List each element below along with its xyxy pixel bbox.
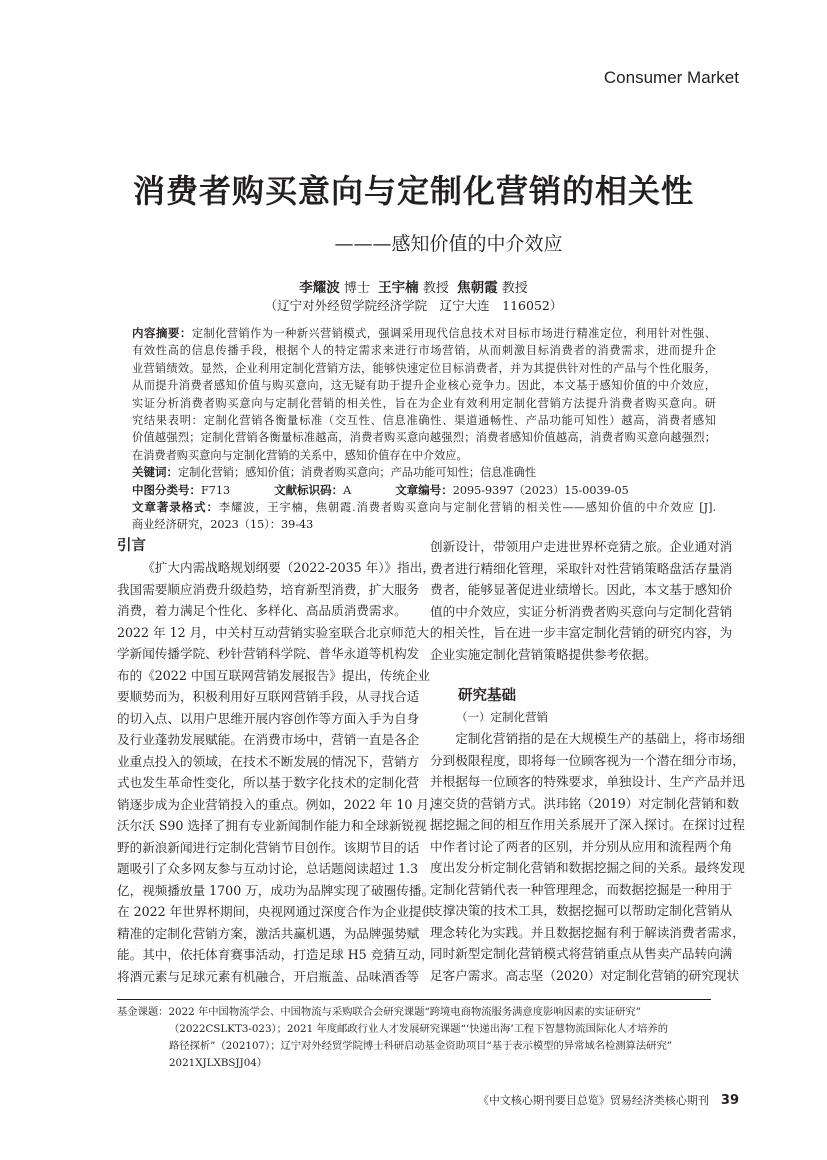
article-no-value: 2095-9397（2023）15-0039-05 bbox=[452, 483, 629, 497]
funding-label: 基金课题： bbox=[117, 1006, 169, 1018]
funding-line: 路径探析”（202107）；辽宁对外经贸学院博士科研启动基金资助项目“基于表示模型的异常域名检测算法研究” bbox=[169, 1040, 673, 1052]
abstract-line: 实证分析消费者购买意向与定制化营销的相关性，旨在为企业有效利用定制化营销方法提升消费者购买意向。研 bbox=[132, 396, 716, 410]
body-text-line: 创新设计，带领用户走进世界杯竞猜之旅。企业通对消 bbox=[430, 539, 733, 554]
affiliation: （辽宁对外经贸学院经济学院 辽宁大连 116052） bbox=[264, 298, 563, 313]
body-text-line: 定制化营销指的是在大规模生产的基础上，将市场细 bbox=[455, 731, 745, 746]
abstract-line: 从而提升消费者感知价值与购买意向，这无疑有助于提升企业核心竞争力。因此，本文基于感知价值的中介效应， bbox=[132, 379, 716, 393]
body-text-line: 消费，着力满足个性化、多样化、高品质消费需求。 bbox=[117, 603, 407, 618]
doc-label: 文献标识码： bbox=[274, 482, 344, 497]
author-name: 王宇楠 bbox=[378, 280, 419, 296]
article-title: 消费者购买意向与定制化营销的相关性 bbox=[132, 172, 694, 210]
funding-note bbox=[117, 1004, 717, 1072]
keywords-label: 关键词： bbox=[132, 465, 178, 480]
abstract-line: 究结果表明：定制化营销各衡量标准（交互性、信息准确性、渠道通畅性、产品功能可知性）越高，消费者感知 bbox=[132, 414, 716, 428]
author-title: 教授 bbox=[422, 281, 449, 296]
page-number: 39 bbox=[720, 1093, 739, 1108]
left-column bbox=[117, 535, 442, 987]
body-text-line: 在 2022 年世界杯期间，央视网通过深度合作为企业提供 bbox=[117, 904, 435, 919]
body-text-line: 式也发生革命性变化，所以基于数字化技术的定制化营 bbox=[117, 775, 420, 790]
body-text-line: 度出发分析定制化营销和数据挖掘之间的关系。最终发现 bbox=[430, 860, 745, 875]
abstract-line: 有效性高的信息传播手段，根据个人的特定需求来进行市场营销，从而刺激目标消费者的消费需求，进而提升企 bbox=[132, 344, 716, 358]
body-text-line: 理念转化为实践。并且数据挖掘有利于解读消费者需求， bbox=[430, 924, 745, 940]
abstract-line bbox=[132, 325, 716, 342]
page-footer bbox=[478, 1092, 739, 1108]
section-heading-research-basis: 研究基础 bbox=[458, 688, 516, 704]
body-text-line: 支撑决策的技术工具，数据挖掘可以帮助定制化营销从 bbox=[430, 903, 733, 918]
keywords-value: 定制化营销；感知价值；消费者购买意向；产品功能可知性；信息准确性 bbox=[178, 466, 537, 480]
author-name: 李耀波 bbox=[299, 280, 340, 296]
body-text-line: 的切入点、以用户思维开展内容创作等方面入手为自身 bbox=[117, 710, 420, 726]
body-text-line: 要顺势而为，积极利用好互联网营销手段，从寻找合适 bbox=[117, 689, 420, 704]
article-no-label: 文章编号： bbox=[395, 482, 453, 497]
body-text-line: 亿，视频播放量 1700 万，成功为品牌实现了破圈传播。 bbox=[117, 882, 435, 898]
citation-label: 文章著录格式： bbox=[132, 500, 219, 515]
doc-value: A bbox=[343, 483, 352, 497]
body-text-line: 布的《2022 中国互联网营销发展报告》提出，传统企业 bbox=[117, 667, 431, 683]
body-text-line: 同时新型定制化营销模式将营销重点从售卖产品转向满 bbox=[430, 946, 733, 961]
clc-label: 中图分类号： bbox=[132, 482, 201, 497]
journal-name: 《中文核心期刊要目总览》贸易经济类核心期刊 bbox=[477, 1094, 709, 1107]
abstract-block bbox=[132, 325, 716, 534]
subsection-heading: （一）定制化营销 bbox=[456, 710, 548, 724]
body-text-line: 企业实施定制化营销策略提供参考依据。 bbox=[430, 646, 657, 662]
abstract-line: 价值越强烈；定制化营销各衡量标准越高，消费者购买意向越强烈；消费者感知价值越高，消费者购买意向越强烈； bbox=[132, 431, 716, 445]
body-text-line: 学新闻传播学院、秒针营销科学院、普华永道等机构发 bbox=[117, 646, 420, 661]
section-header: Consumer Market bbox=[603, 68, 739, 87]
section-heading-introduction: 引言 bbox=[117, 538, 146, 554]
body-text-line: 《扩大内需战略规划纲要（2022-2035 年）》指出， bbox=[142, 560, 435, 575]
body-text-line: 野的新浪新闻进行定制化营销节目创作。该期节目的话 bbox=[117, 839, 420, 855]
author-list bbox=[0, 276, 827, 296]
funding-line: （2022CSLKT3-023）；2021 年度邮政行业人才发展研究课题“‘快递出海’工程下智慧物流国际化人才培养的 bbox=[169, 1023, 669, 1035]
footnote-divider bbox=[117, 999, 711, 1000]
funding-line: 2021XJLXBSJJ04） bbox=[169, 1057, 268, 1069]
body-text-line: 精准的定制化营销方案，激活共赢机遇，为品牌强势赋 bbox=[117, 925, 420, 941]
clc-value: F713 bbox=[201, 483, 231, 497]
body-text-line: 沃尔沃 S90 选择了拥有专业新闻制作能力和全球新锐视 bbox=[117, 818, 427, 833]
body-text-line: 题吸引了众多网友参与互动讨论，总话题阅读超过 1.3 bbox=[117, 861, 419, 876]
funding-text: 2022 年中国物流学会、中国物流与采购联合会研究课题“跨境电商物流服务满意度影响因素的实证研究” bbox=[168, 1006, 641, 1018]
body-text-line: 中作者讨论了两者的区别，并分别从应用和流程两个角 bbox=[430, 838, 733, 854]
citation-line: 商业经济研究，2023（15）：39-43 bbox=[132, 518, 314, 532]
abstract-line: 业营销绩效。显然，企业利用定制化营销方法，能够快速定位目标消费者，并为其提供针对性的产品与个性化服务， bbox=[132, 361, 716, 375]
author-title: 博士 bbox=[343, 281, 370, 296]
abstract-line: 在消费者购买意向与定制化营销的关系中，感知价值存在中介效应。 bbox=[132, 448, 468, 462]
body-text-line: 并根据每一位顾客的特殊要求，单独设计、生产产品并迅 bbox=[430, 774, 745, 789]
body-text-line: 据挖掘之间的相互作用关系展开了深入探讨。在探讨过程 bbox=[430, 817, 745, 832]
funding-line bbox=[117, 1004, 717, 1021]
abstract-text: 定制化营销作为一种新兴营销模式，强调采用现代信息技术对目标市场进行精准定位，利用针对性强、 bbox=[191, 327, 716, 340]
citation-line bbox=[132, 499, 716, 516]
article-subtitle: ———感知价值的中介效应 bbox=[334, 233, 563, 255]
citation-text: 李耀波，王宇楠，焦朝霞.消费者购买意向与定制化营销的相关性——感知价值的中介效应 [J]. bbox=[218, 501, 716, 515]
body-text-line: 速交货的营销方式。洪玮铭（2019）对定制化营销和数 bbox=[430, 795, 740, 811]
body-text-line: 的相关性，旨在进一步丰富定制化营销的研究内容，为 bbox=[430, 625, 733, 640]
body-text-line: 及行业蓬勃发展赋能。在消费市场中，营销一直是各企 bbox=[117, 732, 420, 747]
right-column bbox=[430, 536, 745, 986]
author-name: 焦朝霞 bbox=[457, 280, 498, 296]
body-text-line: 费者，能够显著促进业绩增长。因此，本文基于感知价 bbox=[430, 582, 733, 597]
body-text-line: 销逐步成为企业营销投入的重点。例如，2022 年 10 月， bbox=[117, 796, 442, 812]
body-text-line: 能。其中，依托体育赛事活动，打造足球 H5 竞猜互动， bbox=[117, 947, 434, 962]
body-text-line: 将酒元素与足球元素有机融合，开启瓶盖、品味酒香等 bbox=[117, 968, 420, 984]
classification-info bbox=[132, 482, 716, 499]
body-text-line: 我国需要顺应消费升级趋势，培育新型消费，扩大服务 bbox=[117, 581, 420, 597]
body-text-line: 费者进行精细化管理，采取针对性营销策略盘活存量消 bbox=[430, 560, 733, 576]
body-text-line: 分到极限程度，即将每一位顾客视为一个潜在细分市场， bbox=[430, 752, 745, 768]
body-text-line: 值的中介效应，实证分析消费者购买意向与定制化营销 bbox=[430, 603, 733, 619]
body-text-line: 定制化营销代表一种管理理念，而数据挖掘是一种用于 bbox=[430, 881, 733, 897]
abstract-label: 内容摘要： bbox=[132, 326, 192, 340]
keywords bbox=[132, 464, 716, 481]
body-text-line: 足客户需求。高志坚（2020）对定制化营销的研究现状 bbox=[430, 967, 740, 983]
body-text-line: 业重点投入的领域，在技术不断发展的情况下，营销方 bbox=[117, 753, 420, 769]
author-title: 教授 bbox=[501, 281, 528, 296]
body-text-line: 2022 年 12 月，中关村互动营销实验室联合北京师范大 bbox=[117, 624, 429, 640]
